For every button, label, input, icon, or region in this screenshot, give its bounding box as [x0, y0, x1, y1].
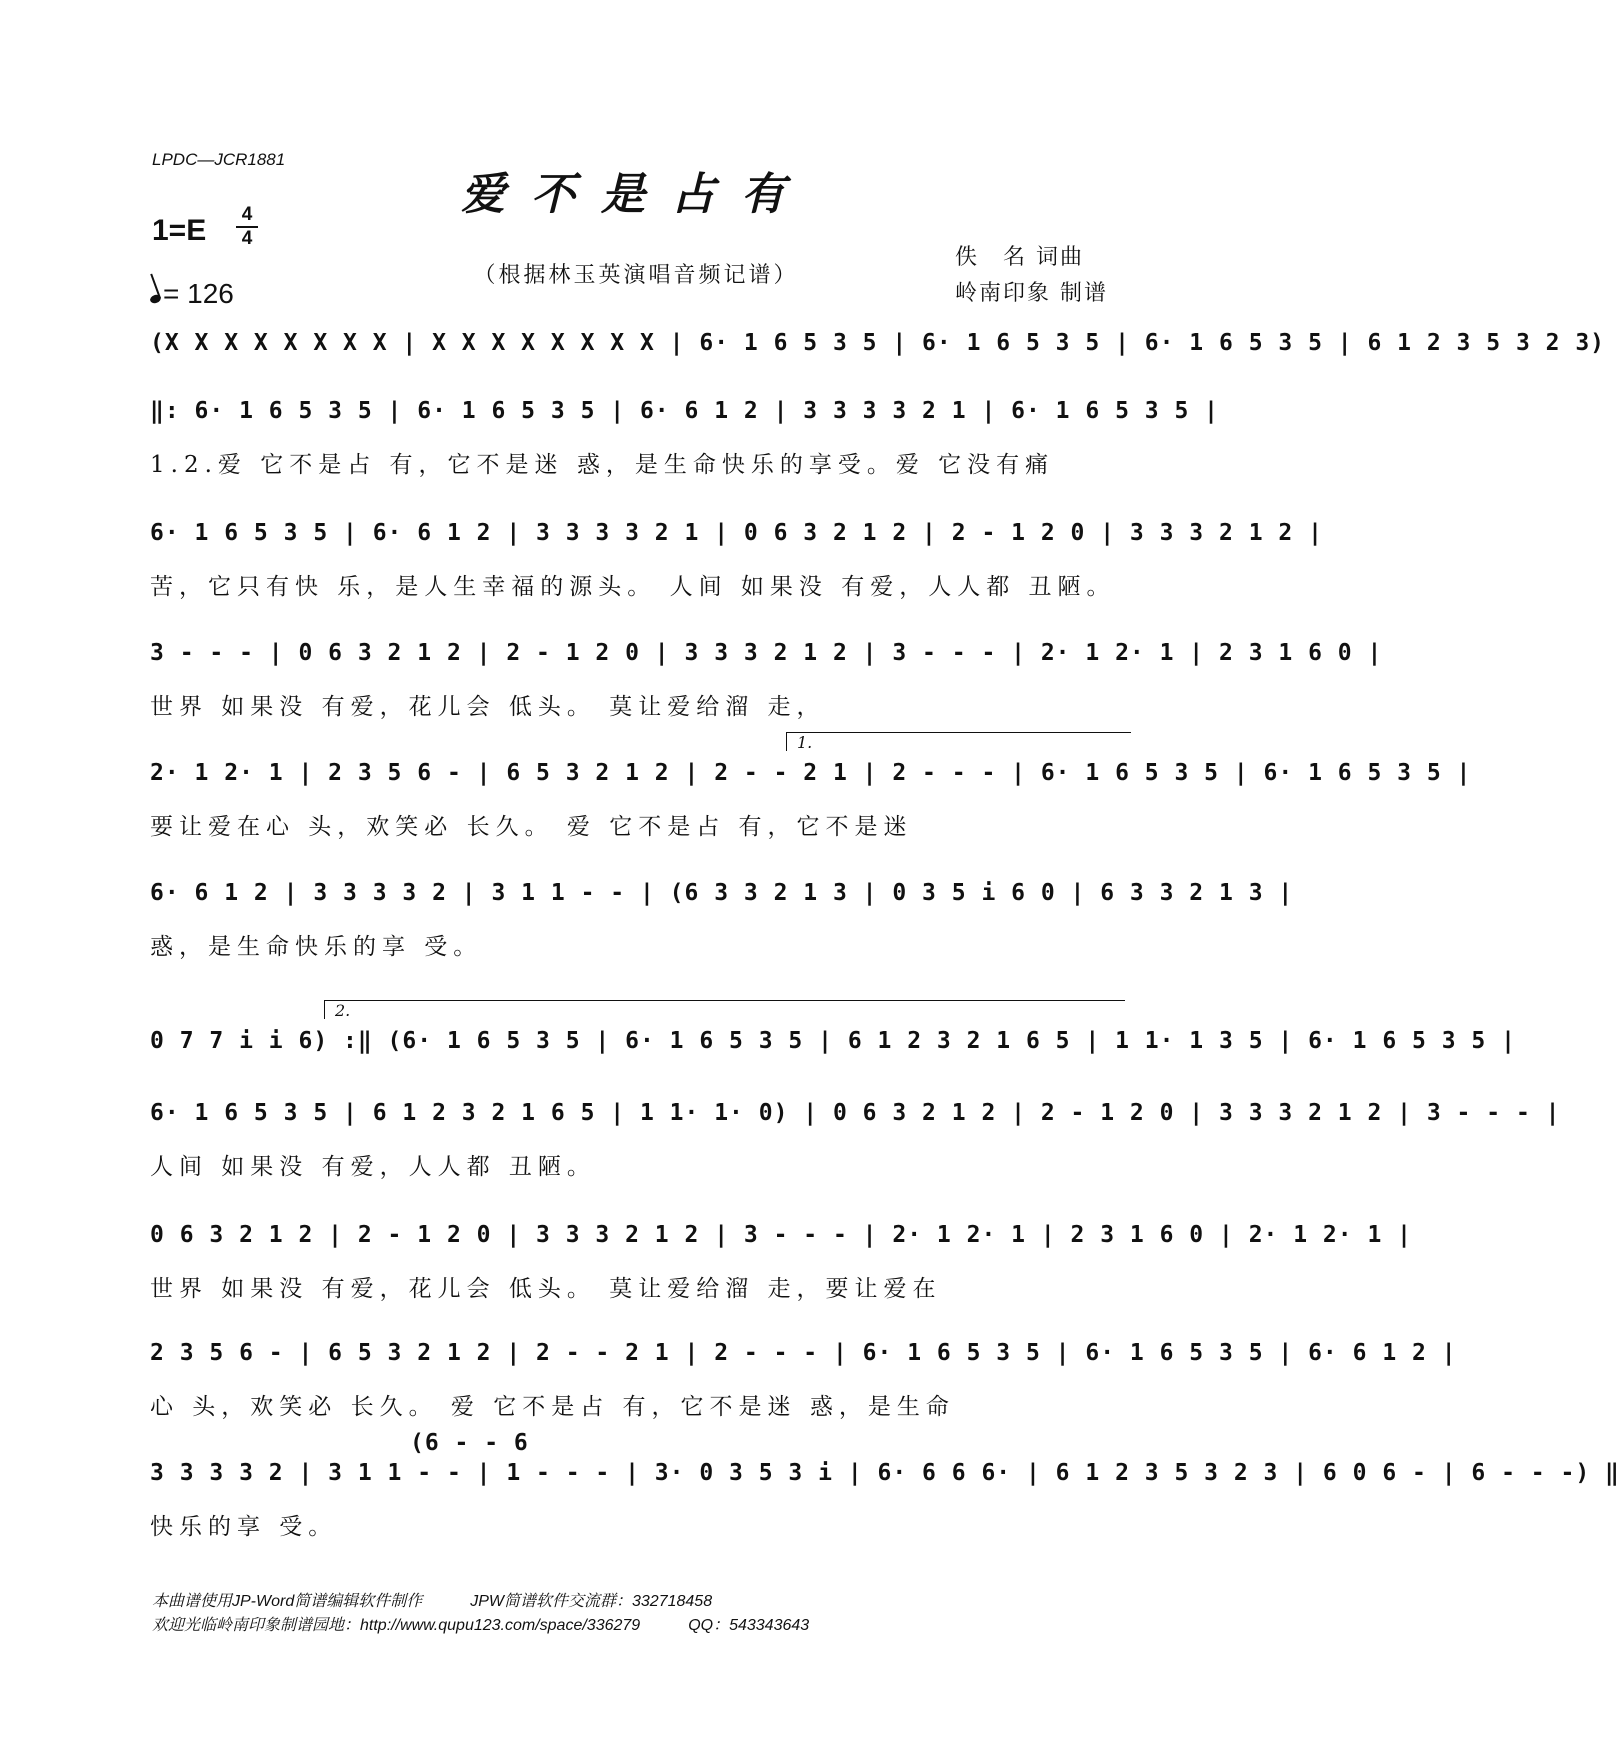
- notation-line: 0 7 7 i i 6) :‖ (6· 1 6 5 3 5 | 6· 1 6 5 3 5 | 6 1 2 3 2 1 6 5 | 1 1· 1 3 5 | 6· 1 6 5 3 5 |: [150, 1028, 1516, 1054]
- score-code: LPDC—JCR1881: [152, 150, 286, 169]
- volta-label: 1.: [797, 733, 813, 752]
- notation-line: ‖: 6· 1 6 5 3 5 | 6· 1 6 5 3 5 | 6· 6 1 2 | 3 3 3 3 2 1 | 6· 1 6 5 3 5 |: [150, 398, 1219, 424]
- key-signature: 1=E: [152, 214, 207, 247]
- lyrics-line: 苦，它只有快 乐，是人生幸福的源头。 人间 如果没 有爱，人人都 丑陋。: [150, 574, 1116, 600]
- notation-line: 0 6 3 2 1 2 | 2 - 1 2 0 | 3 3 3 2 1 2 | 3 - - - | 2· 1 2· 1 | 2 3 1 6 0 | 2· 1 2· 1 |: [150, 1222, 1413, 1248]
- subtitle: （根据林玉英演唱音频记谱）: [473, 263, 799, 288]
- time-signature: [236, 205, 258, 249]
- notation-line: 3 - - - | 0 6 3 2 1 2 | 2 - 1 2 0 | 3 3 3 2 1 2 | 3 - - - | 2· 1 2· 1 | 2 3 1 6 0 |: [150, 640, 1383, 666]
- meter-bottom: 4: [241, 228, 253, 249]
- meter-top: 4: [241, 204, 253, 225]
- credit-lyrics-music: 佚 名 词曲: [955, 245, 1084, 270]
- notation-line: 6· 1 6 5 3 5 | 6 1 2 3 2 1 6 5 | 1 1· 1· 0) | 0 6 3 2 1 2 | 2 - 1 2 0 | 3 3 3 2 1 2 | 3 - - - |: [150, 1100, 1561, 1126]
- tempo-value: = 126: [163, 278, 234, 309]
- credit-transcriber: 岭南印象 制谱: [955, 281, 1108, 306]
- notation-line: 3 3 3 3 2 | 3 1 1 - - | 1 - - - | 3· 0 3 5 3 i | 6· 6 6 6· | 6 1 2 3 5 3 2 3 | 6 0 6 - | 6 - - -) ‖: [150, 1460, 1620, 1486]
- notation-line: 2· 1 2· 1 | 2 3 5 6 - | 6 5 3 2 1 2 | 2 - - 2 1 | 2 - - - | 6· 1 6 5 3 5 | 6· 1 6 5 3 5 |: [150, 760, 1472, 786]
- lyrics-line: 1.2.爱 它不是占 有，它不是迷 惑，是生命快乐的享受。爱 它没有痛: [150, 452, 1055, 478]
- lyrics-line: 世界 如果没 有爱，花儿会 低头。 莫让爱给溜 走，: [150, 694, 826, 720]
- volta-bracket: [786, 732, 1131, 751]
- notation-line: 2 3 5 6 - | 6 5 3 2 1 2 | 2 - - 2 1 | 2 - - - | 6· 1 6 5 3 5 | 6· 1 6 5 3 5 | 6· 6 1 2 |: [150, 1340, 1457, 1366]
- lyrics-line: 人间 如果没 有爱，人人都 丑陋。: [150, 1154, 596, 1180]
- lyrics-line: 要让爱在心 头，欢笑必 长久。 爱 它不是占 有，它不是迷: [150, 814, 913, 840]
- footer-line-2: 欢迎光临岭南印象制谱园地：http://www.qupu123.com/space/336279 QQ：543343643: [152, 1617, 810, 1634]
- notation-line: 6· 6 1 2 | 3 3 3 3 2 | 3 1 1 - - | (6 3 3 2 1 3 | 0 3 5 i 6 0 | 6 3 3 2 1 3 |: [150, 880, 1294, 906]
- volta-label: 2.: [335, 1001, 351, 1020]
- footer-line-1: 本曲谱使用JP-Word简谱编辑软件制作 JPW简谱软件交流群：332718458: [152, 1593, 713, 1610]
- lyrics-line: 心 头，欢笑必 长久。 爱 它不是占 有，它不是迷 惑，是生命: [150, 1394, 955, 1420]
- lyrics-line: 快乐的享 受。: [150, 1514, 338, 1540]
- notation-line: (X X X X X X X X | X X X X X X X X | 6· 1 6 5 3 5 | 6· 1 6 5 3 5 | 6· 1 6 5 3 5 | 6 1 2 3 5 3 2 3): [150, 330, 1606, 356]
- lyrics-line: 世界 如果没 有爱，花儿会 低头。 莫让爱给溜 走，要让爱在: [150, 1276, 942, 1302]
- ossia-notes: (6 - - 6: [410, 1430, 529, 1456]
- notation-line: 6· 1 6 5 3 5 | 6· 6 1 2 | 3 3 3 3 2 1 | 0 6 3 2 1 2 | 2 - 1 2 0 | 3 3 3 2 1 2 |: [150, 520, 1323, 546]
- volta-bracket: [324, 1000, 1125, 1019]
- quarter-note-icon: [149, 293, 162, 304]
- lyrics-line: 惑，是生命快乐的享 受。: [150, 934, 483, 960]
- song-title: 爱不是占有: [461, 169, 811, 220]
